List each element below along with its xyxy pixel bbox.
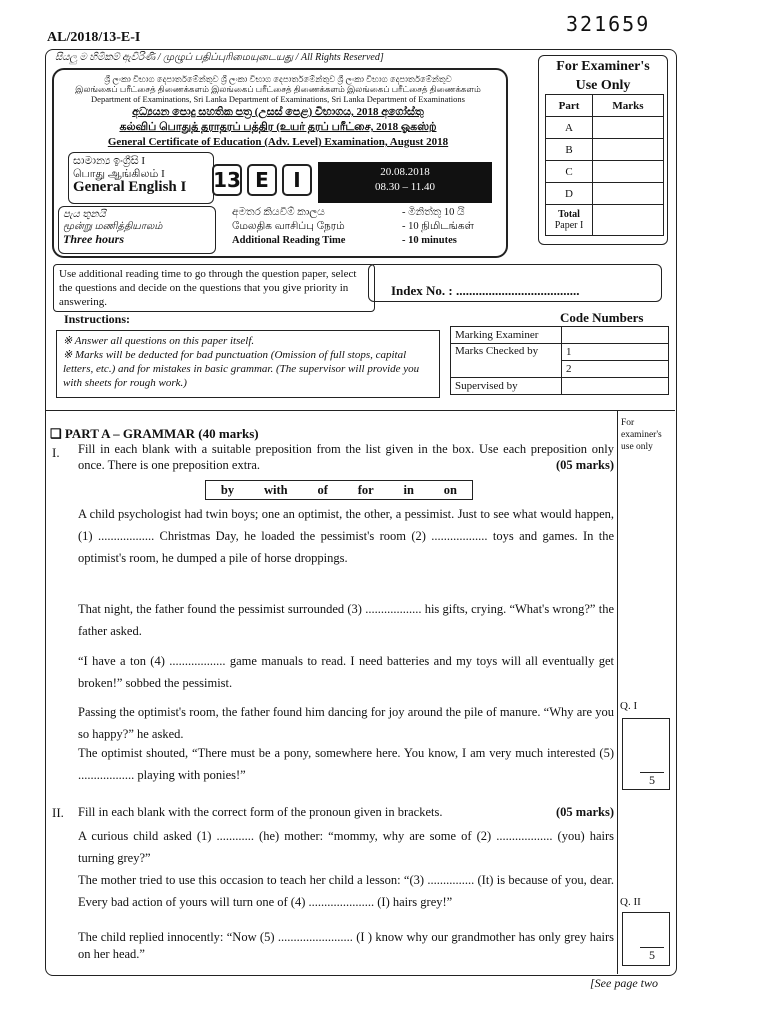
part-c-marks[interactable] [593, 161, 664, 183]
see-next-page: [See page two [590, 976, 658, 990]
exam-title-sinhala: අධ්‍යයන පොදු සහතික පත්‍ර (උසස් පෙළ) විභාගය, 2018 අගෝස්තු [132, 106, 424, 118]
reading-note: Use additional reading time to go through the question paper, select the questions and decide on the questions that you give priority in answering. [53, 264, 375, 312]
medium-badge: E [247, 164, 277, 196]
date-time-box [318, 162, 492, 203]
instruction-item: ※ Answer all questions on this paper itself. [63, 335, 255, 347]
word-with: with [263, 482, 288, 497]
word-on: on [443, 482, 457, 497]
subject-tamil: பொது ஆங்கிலம் I [73, 168, 165, 180]
instruction-item: ※ Marks will be deducted for bad punctuation (Omission of full stops, capital letters, etc.) and for mistakes in basic grammar. (The supervisor will provide you with sheets for rough work.) [63, 349, 420, 389]
subject-code-badge: 13 [212, 164, 242, 196]
supervised-by-label: Supervised by [451, 378, 562, 395]
instruction-1: Answer all questions on this paper itself. [74, 335, 255, 347]
section-divider [45, 410, 675, 411]
exam-time: 08.30 – 11.40 [374, 181, 436, 193]
total-label-1: Total [558, 209, 580, 220]
q2-paragraph-3: The child replied innocently: “Now (5) ........................ (I ) know why our grandmother has only grey hairs on her head.” [78, 930, 614, 961]
exam-title-english: General Certificate of Education (Adv. Level) Examination, August 2018 [107, 136, 449, 148]
examiner-title-2: Use Only [575, 78, 631, 93]
instruction-2: Marks will be deducted for bad punctuation (Omission of full stops, capital letters, etc.) and for mistakes in basic grammar. (The supervisor will provide you with sheets for rough work.) [63, 349, 420, 389]
part-a-label: A [546, 117, 593, 139]
part-d-label: D [546, 183, 593, 205]
marking-examiner-label: Marking Examiner [451, 327, 562, 344]
q1-instruction [78, 441, 614, 473]
q1-label: Q. I [620, 700, 638, 712]
reading-si-value: - මිනිත්තු 10 යි [402, 207, 465, 218]
instructions-title: Instructions: [64, 312, 131, 326]
subject-english: General English I [73, 179, 187, 195]
subject-sinhala: සාමාන්‍ය ඉංග්‍රීසි I [73, 155, 146, 167]
paper-badge: I [282, 164, 312, 196]
q1-paragraph-5: The optimist shouted, “There must be a pony, somewhere here. You know, I am very much interested (5) .................. playing with ponies!” [78, 746, 614, 782]
q2-marks: (05 marks) [556, 805, 614, 819]
dept-english: Department of Examinations, Sri Lanka Department of Examinations, Sri Lanka Department of Examinations [91, 94, 465, 104]
part-a-marks[interactable] [593, 117, 664, 139]
q2-instruction [78, 801, 614, 823]
index-label: Index No. : ...................................... [391, 283, 580, 298]
q1-paragraph-4: Passing the optimist's room, the father found him dancing for joy around the pile of manure. “Why are you so happy?” he asked. [78, 705, 614, 741]
part-a-title: PART A – GRAMMAR (40 marks) [64, 426, 259, 441]
examiner-use-box [538, 55, 668, 245]
word-in: in [403, 482, 414, 497]
q1-score: 5 [640, 772, 664, 788]
preposition-box [205, 480, 473, 500]
q1-marks: (05 marks) [556, 458, 614, 472]
duration-box [58, 206, 216, 254]
part-b-label: B [546, 139, 593, 161]
word-for: for [357, 482, 374, 497]
marking-examiner-field[interactable] [562, 327, 669, 344]
part-b-marks[interactable] [593, 139, 664, 161]
subject-box [68, 152, 214, 204]
checked-by-2[interactable]: 2 [562, 361, 669, 378]
duration-tamil: மூன்று மணித்தியாலம் [63, 221, 163, 232]
paper-code: AL/2018/13-E-I [47, 30, 141, 45]
exam-date: 20.08.2018 [380, 166, 430, 178]
reading-ta-value: - 10 நிமிடங்கள் [402, 221, 475, 232]
supervised-by-field[interactable] [562, 378, 669, 395]
reading-en-label: Additional Reading Time [232, 235, 346, 246]
q2-number: II. [52, 805, 64, 820]
q2-instr-text: Fill in each blank with the correct form of the pronoun given in brackets. [78, 805, 443, 819]
part-a-heading: ❑ PART A – GRAMMAR (40 marks) [50, 426, 259, 441]
code-numbers-title: Code Numbers [560, 310, 644, 325]
part-d-marks[interactable] [593, 183, 664, 205]
word-by: by [220, 482, 235, 497]
serial-number: 321659 [566, 12, 651, 36]
q2-paragraph-1: A curious child asked (1) ............ (he) mother: “mommy, why are some of (2) .................. (you) hairs turning grey?” [78, 829, 614, 865]
examiner-margin-note: For examiner's use only [621, 418, 662, 452]
total-marks[interactable] [593, 205, 664, 236]
col-marks: Marks [593, 95, 664, 117]
q2-score: 5 [640, 947, 664, 963]
reading-time [232, 206, 494, 250]
duration-sinhala: පැය තුනයි [63, 209, 106, 220]
instructions-box [56, 330, 440, 398]
part-c-label: C [546, 161, 593, 183]
total-label-2: Paper I [554, 220, 584, 231]
checked-by-1[interactable]: 1 [562, 344, 669, 361]
dept-sinhala: ශ්‍රී ලංකා විභාග දෙපාර්තමේන්තුව ශ්‍රී ලංකා විභාග දෙපාර්තමේන්තුව ශ්‍රී ලංකා විභාග දෙපාර්තමේන්තුව [104, 74, 452, 84]
q1-number: I. [52, 445, 60, 460]
code-numbers-table [450, 326, 669, 395]
examiner-title-1: For Examiner's [556, 59, 650, 74]
q1-paragraph-3: “I have a ton (4) .................. game manuals to read. I need batteries and my toys will all eventually get broken!” sobbed the pessimist. [78, 654, 614, 690]
exam-title-tamil: கல்விப் பொதுத் தராதரப் பத்திர (உயர் தரப் பரீட்சை, 2018 ஓகஸ்ற் [119, 121, 437, 133]
checked-by-label: Marks Checked by [451, 344, 562, 378]
reading-ta-label: மேலதிக வாசிப்பு நேரம் [232, 221, 345, 232]
reading-si-label: අමතර කියවීම් කාලය [232, 207, 325, 218]
index-box[interactable] [368, 264, 662, 302]
reading-en-value: - 10 minutes [402, 235, 457, 246]
q2-paragraph-2: The mother tried to use this occasion to teach her child a lesson: “(3) ............... (It) is because of you, dear. Every bad action of yours will turn one of (4) ..................... (I) hairs grey!” [78, 873, 614, 909]
word-of: of [317, 482, 328, 497]
total-label [546, 205, 593, 236]
dept-tamil: இலங்கைப் பரீட்சைத் திணைக்களம் இலங்கைப் பரீட்சைத் திணைக்களம் இலங்கைப் பரீட்சைத் திணைக்களம் [75, 84, 481, 94]
col-part: Part [546, 95, 593, 117]
margin-line [617, 410, 618, 974]
rights-notice: සියලු ම හිමිකම් ඇවිරිණි / முழுப் பதிப்புரிமையுடையது / All Rights Reserved] [55, 52, 384, 63]
q2-label: Q. II [620, 896, 641, 908]
q1-paragraph-2: That night, the father found the pessimist surrounded (3) .................. his gifts, crying. “What's wrong?” the father asked. [78, 602, 614, 638]
examiner-marks-table [545, 94, 664, 236]
q1-paragraph-1: A child psychologist had twin boys; one an optimist, the other, a pessimist. Just to see what would happen, (1) .................. Christmas Day, he loaded the pessimist's room (2) .................. toys and games. In the optimist's room, he dumped a pile of horse droppings. [78, 507, 614, 565]
q1-instr-text: Fill in each blank with a suitable preposition from the list given in the box. Use each preposition only once. There is one preposition extra. [78, 442, 614, 472]
duration-english: Three hours [63, 232, 125, 246]
